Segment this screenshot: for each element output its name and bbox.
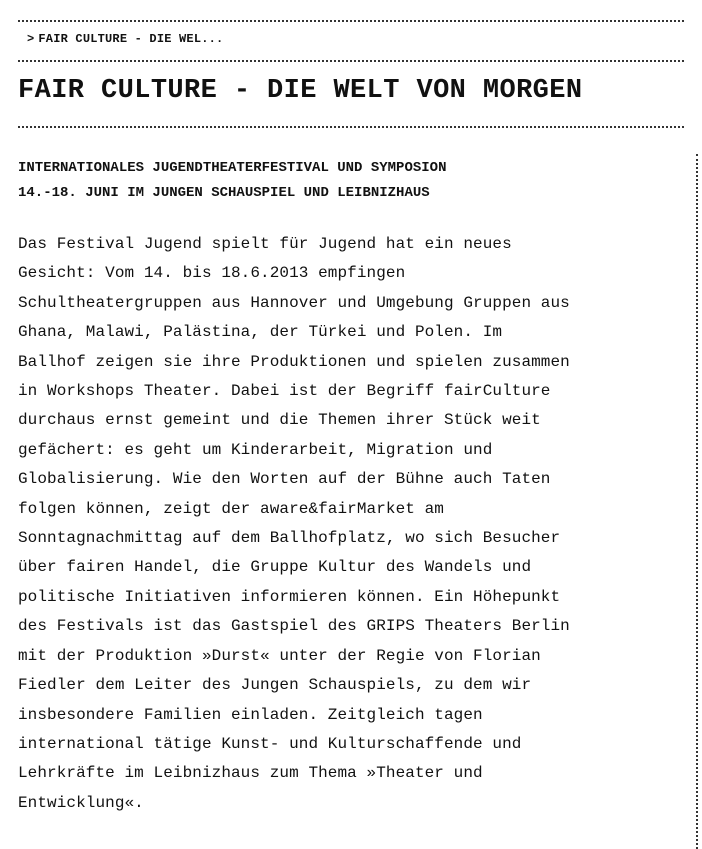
breadcrumb-arrow-icon: > bbox=[27, 32, 35, 46]
article-subheading bbox=[18, 156, 686, 206]
article-body: Das Festival Jugend spielt für Jugend hat ein neues Gesicht: Vom 14. bis 18.6.2013 empfingen Schultheatergruppen aus Hannover und Umgebung Gruppen aus Ghana, Malawi, Palästina, der Türkei und Polen. Im Ballhof zeigen sie ihre Produktionen und spielen zusammen in Workshops Theater. Dabei ist der Begriff fairCulture durchaus ernst gemeint und die Themen ihrer Stück weit gefächert: es geht um Kinderarbeit, Migration und Globalisierung. Wie den Worten auf der Bühne auch Taten folgen können, zeigt der aware&fairMarket am Sonntagnachmittag auf dem Ballhofplatz, wo sich Besucher über fairen Handel, die Gruppe Kultur des Wandels und politische Initiativen informieren können. Ein Höhepunkt des Festivals ist das Gastspiel des GRIPS Theaters Berlin mit der Produktion »Durst« unter der Regie von Florian Fiedler dem Leiter des Jungen Schauspiels, zu dem wir insbesondere Familien einladen. Zeitgleich tagen international tätige Kunst- und Kulturschaffende und Lehrkräfte im Leibnizhaus zum Thema »Theater und Entwicklung«. bbox=[18, 235, 570, 812]
page-title: FAIR CULTURE - DIE WELT VON MORGEN bbox=[18, 76, 583, 106]
top-divider bbox=[18, 20, 684, 22]
title-divider bbox=[18, 126, 684, 128]
article bbox=[18, 156, 686, 818]
subheading-line-1: INTERNATIONALES JUGENDTHEATERFESTIVAL UND SYMPOSION bbox=[18, 160, 447, 176]
content-scroll-edge bbox=[696, 154, 698, 849]
breadcrumb-link[interactable]: FAIR CULTURE - DIE WEL... bbox=[38, 32, 224, 46]
breadcrumb[interactable] bbox=[27, 32, 223, 46]
subheading-line-2: 14.-18. JUNI IM JUNGEN SCHAUSPIEL UND LEIBNIZHAUS bbox=[18, 185, 430, 201]
breadcrumb-divider bbox=[18, 60, 684, 62]
